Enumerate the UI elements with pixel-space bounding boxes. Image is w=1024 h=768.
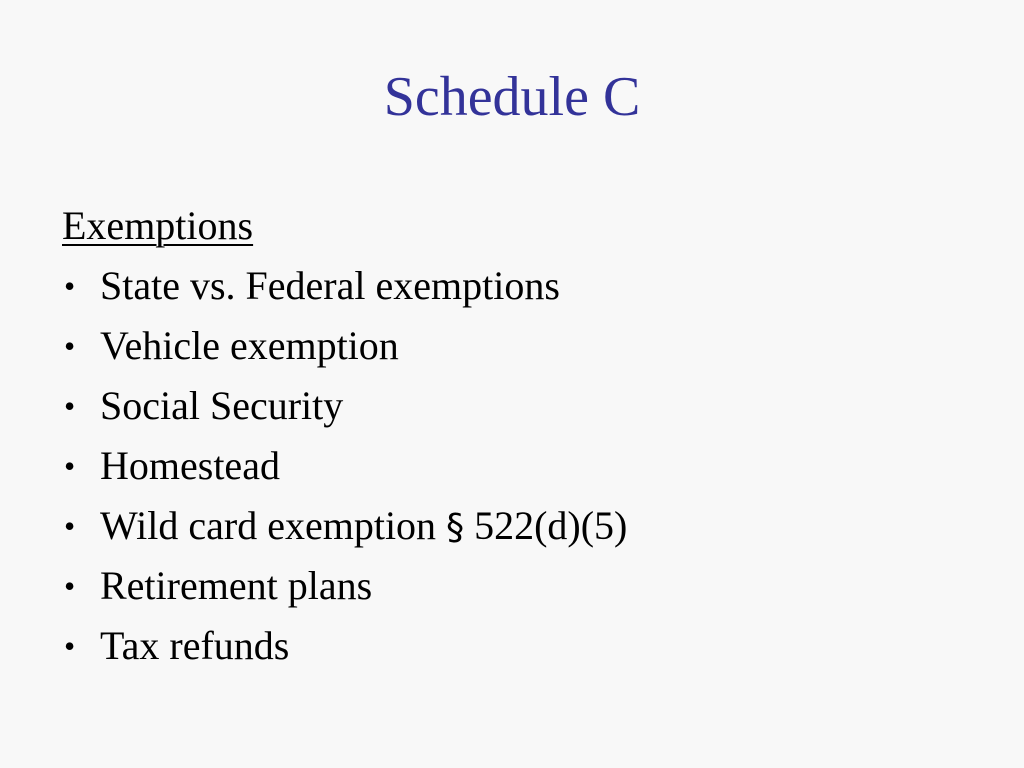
bullet-icon: • — [64, 508, 76, 544]
list-item — [62, 436, 962, 496]
list-item — [62, 556, 962, 616]
list-item-label: Vehicle exemption — [100, 323, 399, 368]
list-item — [62, 376, 962, 436]
list-item-label-post: 522(d)(5) — [464, 503, 628, 548]
list-item-label: State vs. Federal exemptions — [100, 263, 560, 308]
list-item-label: Social Security — [100, 383, 344, 428]
bullet-icon: • — [64, 568, 76, 604]
bullet-list — [62, 256, 962, 676]
bullet-icon: • — [64, 448, 76, 484]
list-item — [62, 496, 962, 556]
list-item-label: Tax refunds — [100, 623, 290, 668]
list-item — [62, 616, 962, 676]
list-item — [62, 256, 962, 316]
section-sign-symbol: § — [446, 507, 465, 548]
section-heading: Exemptions — [62, 203, 254, 248]
slide-title: Schedule C — [383, 66, 641, 128]
bullet-icon: • — [64, 268, 76, 304]
list-item-label: Homestead — [100, 443, 280, 488]
bullet-icon: • — [64, 628, 76, 664]
list-item — [62, 316, 962, 376]
slide-content — [62, 196, 962, 676]
bullet-icon: • — [64, 328, 76, 364]
list-item-label-pre: Wild card exemption — [100, 503, 447, 548]
list-item-label: Retirement plans — [100, 563, 373, 608]
bullet-icon: • — [64, 388, 76, 424]
